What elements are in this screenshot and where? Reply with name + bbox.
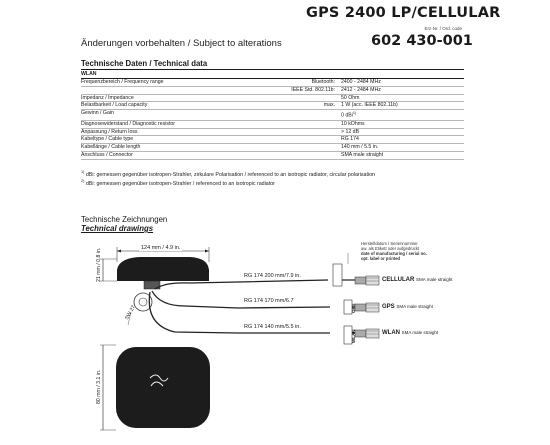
spec-value: 50 Ohm xyxy=(341,94,464,102)
width-dimension-label: 124 mm / 4.9 in. xyxy=(141,245,181,251)
spec-condition: max. xyxy=(251,102,341,110)
spec-value: > 12 dB xyxy=(341,128,464,136)
connector-wlan xyxy=(355,329,379,338)
cable-spec-wlan: RG 174 140 mm/5.5 in. xyxy=(244,324,301,330)
spec-value: 2412 - 2484 MHz xyxy=(341,86,464,94)
connector-label-wlan: WLAN SMA male straight xyxy=(382,330,439,336)
depth-dimension-label: 80 mm / 3.1 in. xyxy=(96,369,102,404)
alterations-note: Änderungen vorbehalten / Subject to alterations xyxy=(81,38,282,49)
drawings-heading-de: Technische Zeichnungen xyxy=(81,215,168,224)
order-code: 602 430-001 xyxy=(371,33,473,49)
spec-parameter: Anschluss / Connector xyxy=(81,151,251,159)
height-dimension-label: 21 mm / 0.8 in. xyxy=(96,247,102,282)
cable-spec-cellular: RG 174 200 mm/7.9 in. xyxy=(244,273,301,279)
spec-parameter: Kabeltype / Cable type xyxy=(81,136,251,144)
antenna-top-view xyxy=(116,347,210,428)
spec-parameter: Kabellänge / Cable length xyxy=(81,144,251,152)
cable-gps xyxy=(152,291,330,308)
spec-value: 10 kOhms xyxy=(341,120,464,128)
spec-value: SMA male straight xyxy=(341,151,464,159)
wlan-tag-label: WLAN xyxy=(351,329,356,343)
spec-condition: Bluetooth: xyxy=(251,79,341,86)
connector-label-gps: GPS SMA male straight xyxy=(382,304,433,310)
spec-parameter: Diagnosewiderstand / Diagnostic resistor xyxy=(81,120,251,128)
spec-parameter: Frequenzbereich / Frequency range xyxy=(81,79,251,86)
cable-wlan xyxy=(149,292,330,333)
spec-parameter: Anpassung / Return loss xyxy=(81,128,251,136)
spec-condition: IEEE Std. 802.11b: xyxy=(251,86,341,94)
order-code-label: Erz-Nr. / Ord. code xyxy=(424,26,462,31)
spec-value: 0 dBi$^{1)}$ xyxy=(341,110,464,121)
gain-footnote-mark: 1) xyxy=(352,111,357,116)
spec-value: 1 W (acc. IEEE 802.11b) xyxy=(341,102,464,110)
spec-value: 140 mm / 5.5 in. xyxy=(341,144,464,152)
tech-data-heading: Technische Daten / Technical data xyxy=(81,59,208,68)
wlan-section-label: WLAN xyxy=(81,71,97,77)
product-title: GPS 2400 LP/CELLULAR xyxy=(306,5,501,21)
connector-cellular xyxy=(355,276,379,285)
spec-value: 2400 - 2484 MHz xyxy=(341,79,464,86)
footnote-1: $^{1)}$ dBi: gemessen gegenüber isotropen-Strahler, zirkulare Polarisation / referenced to an isotropic radiator, circular polarisation xyxy=(81,170,376,178)
connector-label-cellular: CELLULAR SMA male straight xyxy=(382,277,453,283)
spec-parameter: Belastbarkeit / Load capacity xyxy=(81,102,251,110)
spec-parameter: Gewinn / Gain xyxy=(81,110,251,121)
antenna-side-view xyxy=(117,257,209,281)
spec-parameter: Impedanz / Impedance xyxy=(81,94,251,102)
spec-value: RG 174 xyxy=(341,136,464,144)
wrench-size-label: SW 27 xyxy=(124,304,137,321)
drawings-heading-en: Technical drawings xyxy=(81,224,154,233)
cable-spec-gps: RG 174 170 mm/6.7 xyxy=(244,298,294,304)
cable-cellular xyxy=(155,280,328,289)
connector-gps xyxy=(355,303,379,312)
gps-tag-label: GPS xyxy=(351,303,356,313)
footnote-2: $^{2)}$ dBi: gemessen gegenüber isotropen-Strahler / referenced to an isotropic radiator xyxy=(81,179,275,187)
label-note: Herstelldatum / Seriennummer aw. als Etikett oder aufgedruckt date of manufacturing / serial no. opt. label or printed xyxy=(361,241,427,261)
